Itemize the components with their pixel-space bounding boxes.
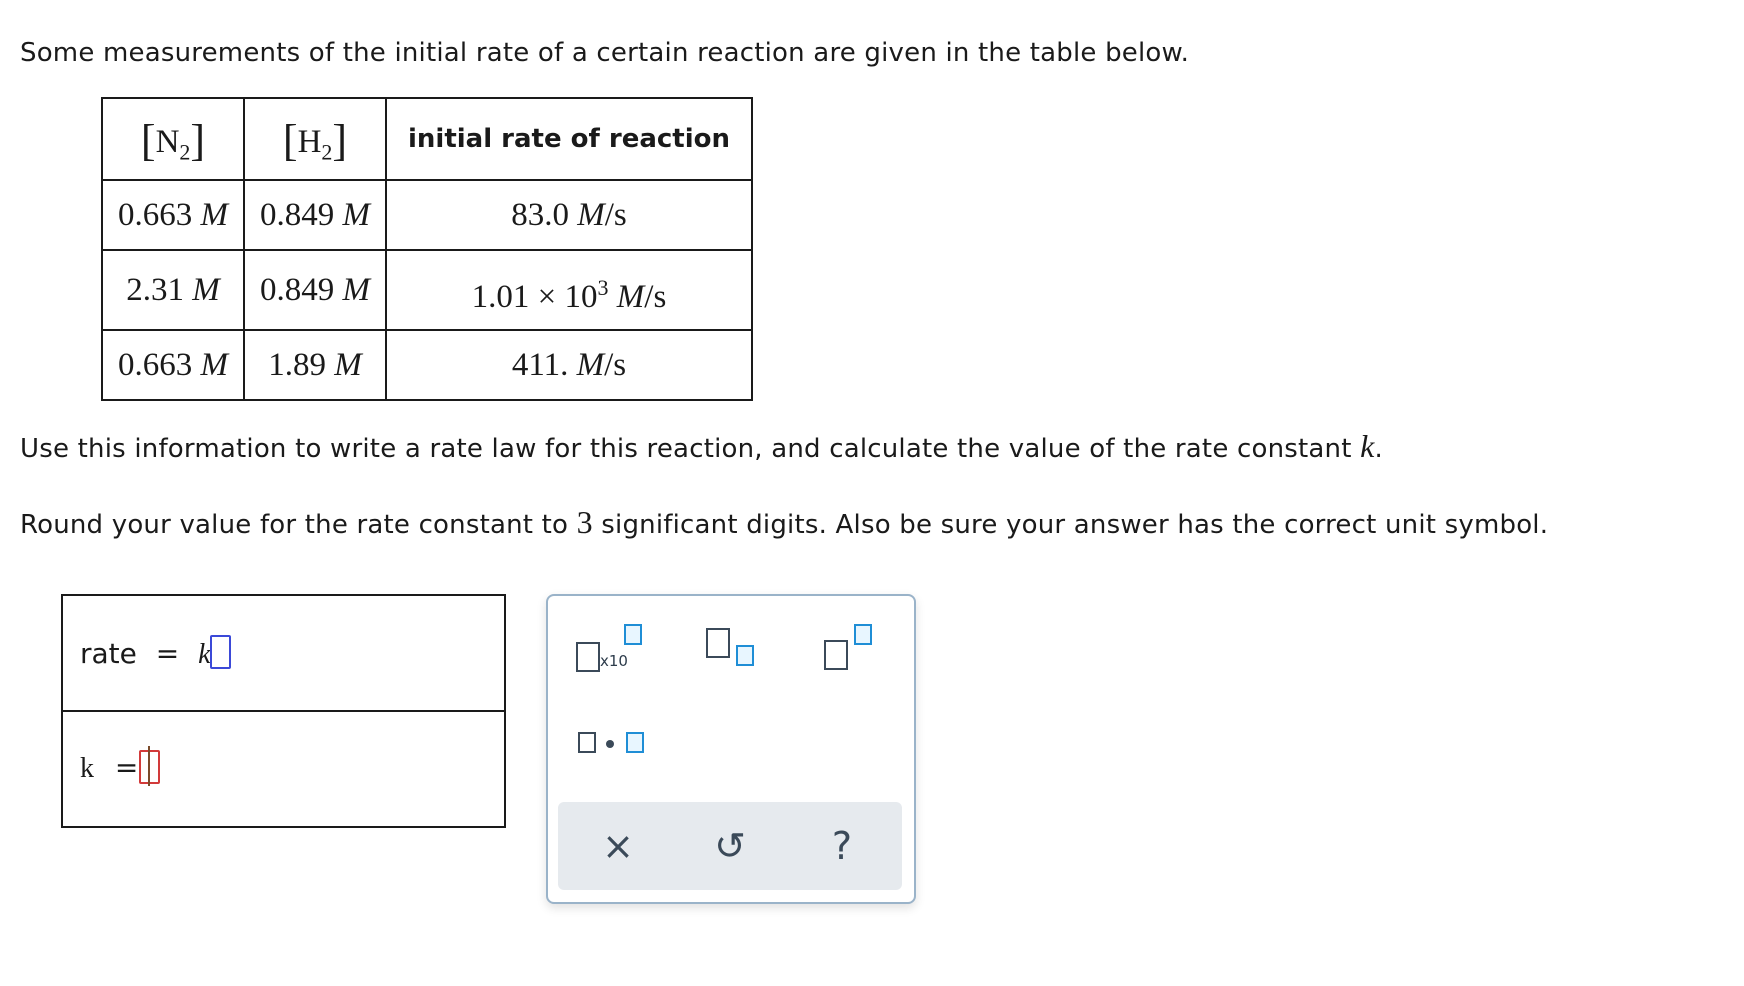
action-bar: [558, 802, 902, 890]
rate-law-row: [63, 596, 504, 710]
cell-rate: $1.01 \times 10^3$ M/s: [386, 250, 752, 330]
cell-h2: 0.849 M: [244, 180, 386, 250]
rounding-text: Round your value for the rate constant to 3 significant digits. Also be sure your answer has the correct unit symbol.: [20, 504, 1549, 540]
table-row: [102, 330, 752, 400]
text-cursor: [148, 746, 150, 786]
exponent-slot-icon: [624, 624, 642, 645]
base-slot-icon: [576, 642, 600, 672]
multiplication-dot-button[interactable]: [578, 730, 648, 758]
right-slot-icon: [626, 732, 644, 753]
undo-icon: ↺: [714, 824, 746, 868]
cell-h2: 0.849 M: [244, 250, 386, 330]
subscript-button[interactable]: [706, 628, 762, 672]
dot-icon: [606, 740, 614, 748]
instruction-text: Use this information to write a rate law for this reaction, and calculate the value of the rate constant k.: [20, 428, 1383, 464]
rate-data-table: [101, 97, 753, 401]
header-initial-rate: initial rate of reaction: [386, 98, 752, 180]
cell-h2: 1.89 M: [244, 330, 386, 400]
undo-button[interactable]: [690, 802, 770, 890]
left-slot-icon: [578, 732, 596, 753]
rate-law-input[interactable]: [210, 635, 231, 669]
close-icon: ×: [602, 824, 634, 868]
rate-constant-row: [63, 710, 504, 826]
help-button[interactable]: [802, 802, 882, 890]
scientific-notation-button[interactable]: [576, 624, 646, 672]
help-icon: ?: [831, 824, 853, 868]
table-row: [102, 180, 752, 250]
answer-box: [61, 594, 506, 828]
table-row: [102, 250, 752, 330]
header-h2: $[H_2]$: [244, 98, 386, 180]
math-palette: [546, 594, 916, 904]
superscript-slot-icon: [854, 624, 872, 645]
rate-constant-label: k =: [80, 751, 139, 784]
base-slot-icon: [824, 640, 848, 670]
rate-law-label: rate = k: [80, 637, 211, 670]
cell-rate: 411. M/s: [386, 330, 752, 400]
cell-n2: 2.31 M: [102, 250, 244, 330]
subscript-slot-icon: [736, 645, 754, 666]
intro-text: Some measurements of the initial rate of a certain reaction are given in the table below.: [20, 38, 1190, 68]
cell-n2: 0.663 M: [102, 180, 244, 250]
header-n2: $[N_2]$: [102, 98, 244, 180]
table-header-row: [102, 98, 752, 180]
cell-rate: 83.0 M/s: [386, 180, 752, 250]
superscript-button[interactable]: [824, 624, 880, 672]
cell-n2: 0.663 M: [102, 330, 244, 400]
clear-button[interactable]: [578, 802, 658, 890]
base-slot-icon: [706, 628, 730, 658]
x10-label: x10: [600, 652, 628, 670]
